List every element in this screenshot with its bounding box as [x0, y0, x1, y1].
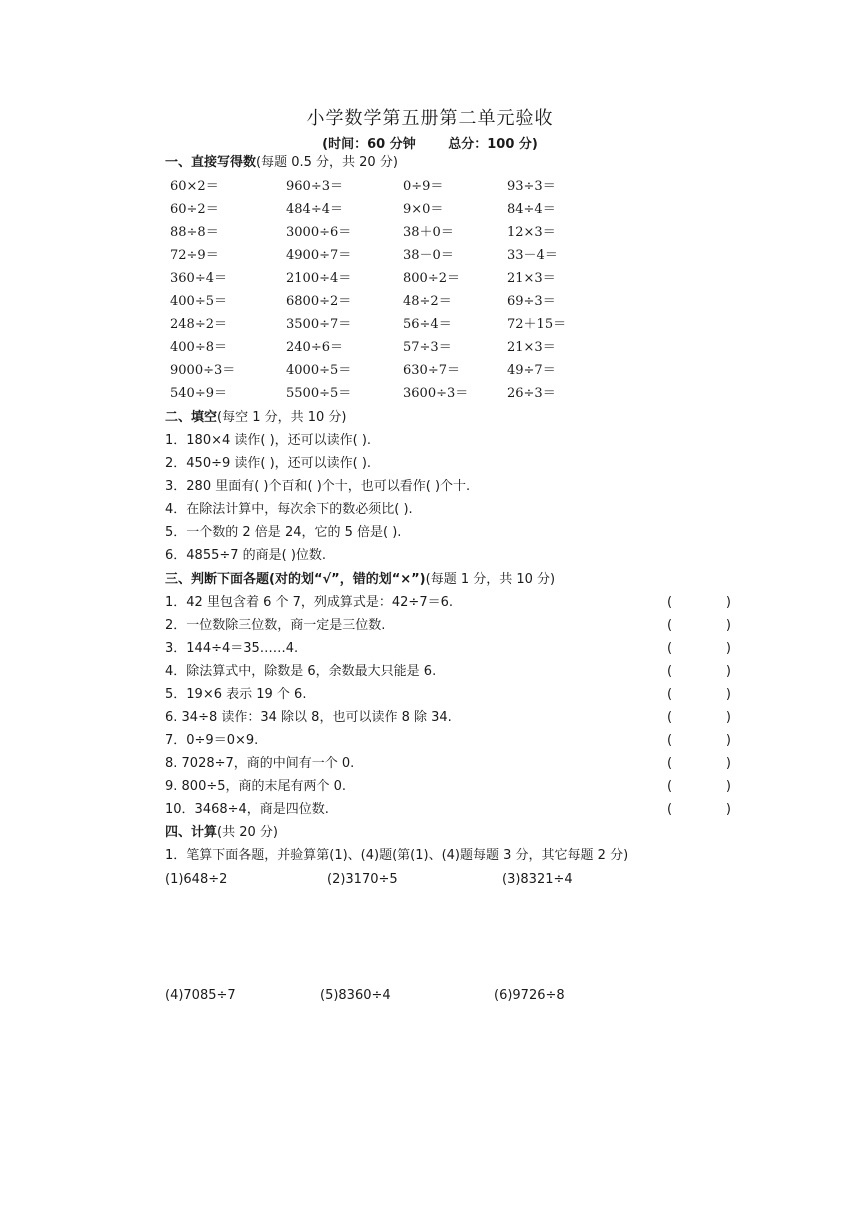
problem-item: 33－4＝ [507, 248, 558, 263]
paren-close: ) [725, 595, 731, 610]
judge-item [165, 731, 735, 751]
problem-item: 49÷7＝ [507, 363, 556, 378]
paren-open: ( [667, 733, 673, 748]
judge-statement: 10．3468÷4，商是四位数. [165, 802, 329, 817]
judge-statement: 9. 800÷5，商的末尾有两个 0. [165, 779, 347, 794]
problem-item: 2100÷4＝ [286, 271, 352, 286]
problem-item: 9000÷3＝ [170, 363, 236, 378]
page-title: 小学数学第五册第二单元验收 [306, 108, 554, 129]
problem-row [170, 200, 610, 223]
problem-item: 240÷6＝ [286, 340, 343, 355]
judge-statement: 3．144÷4＝35……4. [165, 641, 299, 656]
paren-close: ) [725, 710, 731, 725]
problem-item: 56÷4＝ [403, 317, 452, 332]
judge-statement: 5．19×6 表示 19 个 6. [165, 687, 307, 702]
judge-item [165, 777, 735, 797]
problem-item: 88÷8＝ [170, 225, 219, 240]
problem-item: 12×3＝ [507, 225, 556, 240]
judge-item [165, 639, 735, 659]
calc-problem-5: (5)8360÷4 [320, 988, 391, 1003]
paren-close: ) [725, 664, 731, 679]
answer-blank[interactable] [667, 731, 731, 751]
answer-blank[interactable] [667, 616, 731, 636]
judge-statement: 8. 7028÷7，商的中间有一个 0. [165, 756, 355, 771]
fill-item-4: 4．在除法计算中，每次余下的数必须比( ). [165, 502, 413, 517]
problem-item: 72＋15＝ [507, 317, 567, 332]
problem-item: 26÷3＝ [507, 386, 556, 401]
answer-blank[interactable] [667, 754, 731, 774]
problem-item: 3000÷6＝ [286, 225, 352, 240]
fill-item-1: 1．180×4 读作( )，还可以读作( ). [165, 433, 372, 448]
paren-open: ( [667, 802, 673, 817]
calc-problem-4: (4)7085÷7 [165, 988, 236, 1003]
paren-close: ) [725, 618, 731, 633]
problem-item: 5500÷5＝ [286, 386, 352, 401]
answer-blank[interactable] [667, 639, 731, 659]
problem-item: 60÷2＝ [170, 202, 219, 217]
problem-item: 540÷9＝ [170, 386, 227, 401]
problem-item: 21×3＝ [507, 340, 556, 355]
problem-item: 93÷3＝ [507, 179, 556, 194]
answer-blank[interactable] [667, 662, 731, 682]
total-score: 总分：100 分) [448, 137, 538, 152]
problem-item: 60×2＝ [170, 179, 219, 194]
paren-open: ( [667, 779, 673, 794]
problem-row [170, 384, 610, 407]
answer-blank[interactable] [667, 800, 731, 820]
problem-row [170, 223, 610, 246]
problem-item: 3500÷7＝ [286, 317, 352, 332]
problem-item: 21×3＝ [507, 271, 556, 286]
judge-item [165, 754, 735, 774]
calc-instruction: 1．笔算下面各题，并验算第(1)、(4)题(第(1)、(4)题每题 3 分，其它每题 2 分) [165, 848, 629, 863]
problem-item: 38＋0＝ [403, 225, 454, 240]
problem-row [170, 269, 610, 292]
problem-row [170, 177, 610, 200]
problem-row [170, 361, 610, 384]
judge-item [165, 708, 735, 728]
problem-item: 84÷4＝ [507, 202, 556, 217]
section4-heading: 四、计算(共 20 分) [165, 825, 278, 840]
judge-statement: 4．除法算式中，除数是 6，余数最大只能是 6. [165, 664, 437, 679]
fill-item-3: 3．280 里面有( )个百和( )个十，也可以看作( )个十. [165, 479, 471, 494]
fill-item-2: 2．450÷9 读作( )，还可以读作( ). [165, 456, 372, 471]
paren-close: ) [725, 687, 731, 702]
judge-item [165, 685, 735, 705]
paren-open: ( [667, 641, 673, 656]
problem-row [170, 315, 610, 338]
judge-item [165, 593, 735, 613]
problem-item: 9×0＝ [403, 202, 444, 217]
answer-blank[interactable] [667, 593, 731, 613]
problem-row [170, 292, 610, 315]
time-limit: (时间：60 分钟 [322, 137, 416, 152]
paren-close: ) [725, 756, 731, 771]
problem-item: 800÷2＝ [403, 271, 460, 286]
problem-item: 484÷4＝ [286, 202, 343, 217]
calc-problem-6: (6)9726÷8 [494, 988, 565, 1003]
problem-item: 400÷5＝ [170, 294, 227, 309]
problem-item: 0÷9＝ [403, 179, 444, 194]
section2-heading: 二、填空(每空 1 分，共 10 分) [165, 410, 347, 425]
judge-statement: 2．一位数除三位数，商一定是三位数. [165, 618, 386, 633]
problem-item: 248÷2＝ [170, 317, 227, 332]
paren-open: ( [667, 595, 673, 610]
answer-blank[interactable] [667, 685, 731, 705]
judge-statement: 6. 34÷8 读作：34 除以 8，也可以读作 8 除 34. [165, 710, 452, 725]
section1-heading: 一、直接写得数(每题 0.5 分，共 20 分) [165, 155, 398, 170]
fill-item-6: 6．4855÷7 的商是( )位数. [165, 548, 327, 563]
judge-statement: 7．0÷9＝0×9. [165, 733, 259, 748]
problem-item: 400÷8＝ [170, 340, 227, 355]
calc-problem-3: (3)8321÷4 [502, 872, 573, 887]
paren-open: ( [667, 687, 673, 702]
problem-item: 960÷3＝ [286, 179, 343, 194]
problem-row [170, 338, 610, 361]
problem-item: 48÷2＝ [403, 294, 452, 309]
judge-item [165, 616, 735, 636]
problem-item: 72÷9＝ [170, 248, 219, 263]
fill-item-5: 5．一个数的 2 倍是 24，它的 5 倍是( ). [165, 525, 402, 540]
problem-item: 69÷3＝ [507, 294, 556, 309]
problem-item: 3600÷3＝ [403, 386, 469, 401]
paren-close: ) [725, 733, 731, 748]
answer-blank[interactable] [667, 777, 731, 797]
section3-heading: 三、判断下面各题(对的划“√”，错的划“×”)(每题 1 分，共 10 分) [165, 572, 556, 587]
problem-row [170, 246, 610, 269]
problem-item: 630÷7＝ [403, 363, 460, 378]
problem-item: 4900÷7＝ [286, 248, 352, 263]
paren-open: ( [667, 710, 673, 725]
answer-blank[interactable] [667, 708, 731, 728]
problem-item: 38－0＝ [403, 248, 454, 263]
judge-statement: 1．42 里包含着 6 个 7，列成算式是：42÷7＝6. [165, 595, 453, 610]
judge-item [165, 800, 735, 820]
page-subtitle [0, 133, 860, 152]
problem-item: 4000÷5＝ [286, 363, 352, 378]
paren-close: ) [725, 802, 731, 817]
paren-close: ) [725, 779, 731, 794]
paren-open: ( [667, 664, 673, 679]
calc-problem-2: (2)3170÷5 [327, 872, 398, 887]
paren-open: ( [667, 756, 673, 771]
calc-problem-1: (1)648÷2 [165, 872, 228, 887]
problem-item: 6800÷2＝ [286, 294, 352, 309]
section1-grid [170, 177, 610, 407]
problem-item: 57÷3＝ [403, 340, 452, 355]
judge-item [165, 662, 735, 682]
paren-close: ) [725, 641, 731, 656]
problem-item: 360÷4＝ [170, 271, 227, 286]
paren-open: ( [667, 618, 673, 633]
